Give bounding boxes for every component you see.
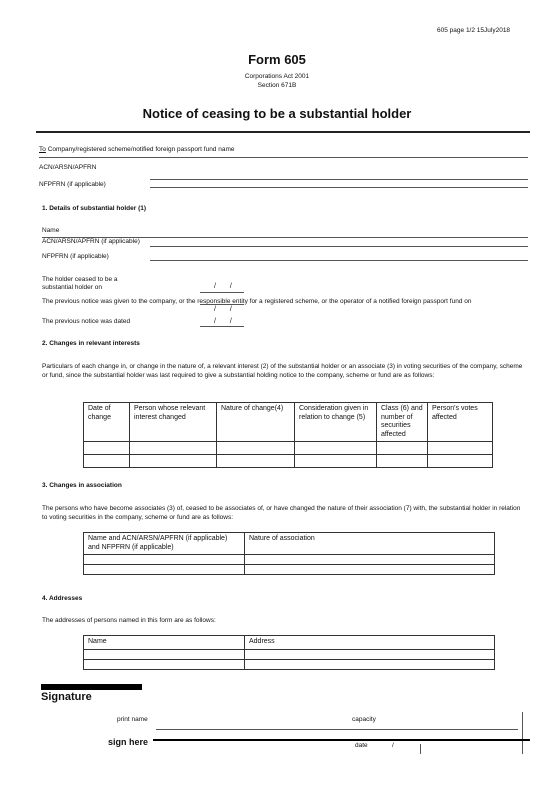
company-name-field[interactable] bbox=[39, 157, 528, 158]
prev-notice-given-field[interactable] bbox=[200, 304, 244, 305]
act-name: Corporations Act 2001 bbox=[244, 73, 310, 80]
form-version-date: 15July2018 bbox=[476, 27, 511, 34]
table-cell[interactable] bbox=[84, 555, 245, 565]
print-name-label: print name bbox=[117, 716, 148, 723]
addresses-table bbox=[83, 635, 495, 670]
ceased-label-line-1: The holder ceased to be a bbox=[42, 276, 118, 283]
page-reference bbox=[437, 27, 510, 36]
table-cell[interactable] bbox=[84, 565, 245, 575]
nfpfrn-field[interactable] bbox=[150, 187, 528, 188]
form-number: 605 bbox=[437, 27, 448, 34]
changes-in-interests-table bbox=[83, 402, 493, 468]
table-cell[interactable] bbox=[217, 442, 295, 455]
prev-notice-dated-label: The previous notice was dated bbox=[42, 318, 131, 325]
table-cell[interactable] bbox=[245, 660, 495, 670]
notice-heading: Notice of ceasing to be a substantial holder bbox=[142, 106, 412, 121]
sign-here-label: sign here bbox=[108, 737, 149, 747]
table-cell[interactable] bbox=[377, 442, 428, 455]
col-address: Address bbox=[245, 636, 495, 650]
section-2-title: 2. Changes in relevant interests bbox=[42, 340, 140, 347]
holder-acn-field[interactable] bbox=[150, 246, 528, 247]
table-row bbox=[84, 660, 495, 670]
section-3-title: 3. Changes in association bbox=[42, 482, 122, 489]
col-name: Name bbox=[84, 636, 245, 650]
nfpfrn-label: NFPFRN (if applicable) bbox=[39, 181, 106, 188]
holder-name-label: Name bbox=[42, 227, 60, 234]
table-cell[interactable] bbox=[130, 455, 217, 468]
table-cell[interactable] bbox=[130, 442, 217, 455]
table-row bbox=[84, 455, 493, 468]
section-4-title: 4. Addresses bbox=[42, 595, 83, 602]
table-cell[interactable] bbox=[84, 650, 245, 660]
print-name-field[interactable] bbox=[156, 729, 518, 730]
col-consideration: Consideration given in relation to change (5) bbox=[295, 403, 377, 442]
col-class-number: Class (6) and number of securities affected bbox=[377, 403, 428, 442]
section-ref: Section 671B bbox=[257, 82, 297, 89]
capacity-label: capacity bbox=[352, 716, 376, 723]
section-2-description: Particulars of each change in, or change in the nature of, a relevant interest (2) of the substantial holder or an associate (3) in voting securities of the company, scheme or fund, since the substantial holder was last required to give a substantial holding notice to the company, scheme or fund are as follows: bbox=[42, 363, 523, 379]
form-title: Form 605 bbox=[248, 52, 306, 67]
prev-notice-given-slashes: / / bbox=[214, 306, 238, 313]
ceased-date-slashes: / / bbox=[214, 283, 238, 290]
table-cell[interactable] bbox=[428, 442, 493, 455]
table-cell[interactable] bbox=[295, 442, 377, 455]
prev-notice-given-label: The previous notice was given to the company, or the responsible entity for a registered scheme, or the operator of a notified foreign passport fund on bbox=[42, 298, 472, 305]
acn-field[interactable] bbox=[150, 179, 528, 180]
col-persons-votes: Person's votes affected bbox=[428, 403, 493, 442]
col-nature-of-change: Nature of change(4) bbox=[217, 403, 295, 442]
changes-in-association-table bbox=[83, 532, 495, 575]
table-row bbox=[84, 442, 493, 455]
section-1-title: 1. Details of substantial holder (1) bbox=[42, 205, 147, 212]
heading-divider bbox=[36, 131, 530, 133]
table-cell[interactable] bbox=[245, 555, 495, 565]
date-slash: / bbox=[392, 742, 394, 749]
signature-title: Signature bbox=[41, 691, 92, 703]
table-cell[interactable] bbox=[428, 455, 493, 468]
acn-label: ACN/ARSN/APFRN bbox=[39, 164, 97, 171]
table-row bbox=[84, 650, 495, 660]
table-cell[interactable] bbox=[245, 650, 495, 660]
table-header-row bbox=[84, 403, 493, 442]
table-cell[interactable] bbox=[84, 442, 130, 455]
signature-right-rule bbox=[522, 712, 523, 754]
date-field-divider bbox=[420, 744, 421, 754]
col-date-of-change: Date of change bbox=[84, 403, 130, 442]
table-cell[interactable] bbox=[84, 455, 130, 468]
table-row bbox=[84, 555, 495, 565]
col-name-acn: Name and ACN/ARSN/APFRN (if applicable) and NFPFRN (if applicable) bbox=[84, 533, 245, 555]
table-cell[interactable] bbox=[377, 455, 428, 468]
ceased-date-field[interactable] bbox=[200, 292, 244, 293]
holder-nfpfrn-field[interactable] bbox=[150, 260, 528, 261]
table-cell[interactable] bbox=[295, 455, 377, 468]
date-label: date bbox=[355, 742, 368, 749]
table-cell[interactable] bbox=[245, 565, 495, 575]
table-cell[interactable] bbox=[217, 455, 295, 468]
prev-notice-dated-slashes: / / bbox=[214, 318, 238, 325]
col-person-changed: Person whose relevant interest changed bbox=[130, 403, 217, 442]
signature-bar bbox=[41, 684, 142, 690]
to-label bbox=[39, 146, 235, 155]
table-cell[interactable] bbox=[84, 660, 245, 670]
table-header-row bbox=[84, 533, 495, 555]
section-4-description: The addresses of persons named in this form are as follows: bbox=[42, 617, 216, 624]
section-3-description: The persons who have become associates (3) of, ceased to be associates of, or have changed the nature of their association (7) with, the substantial holder in relation to voting securities in the company, scheme or fund are as follows: bbox=[42, 505, 521, 521]
prev-notice-dated-field[interactable] bbox=[200, 326, 244, 327]
holder-acn-label: ACN/ARSN/APFRN (if applicable) bbox=[42, 238, 140, 245]
to-prefix: To bbox=[39, 146, 46, 153]
page-number: page 1/2 bbox=[449, 27, 475, 34]
ceased-label-line-2: substantial holder on bbox=[42, 284, 102, 291]
sign-here-field[interactable] bbox=[153, 739, 530, 741]
col-nature-of-association: Nature of association bbox=[245, 533, 495, 555]
table-row bbox=[84, 565, 495, 575]
table-header-row bbox=[84, 636, 495, 650]
company-name-label: Company/registered scheme/notified foreign passport fund name bbox=[47, 146, 235, 153]
holder-nfpfrn-label: NFPFRN (if applicable) bbox=[42, 253, 109, 260]
